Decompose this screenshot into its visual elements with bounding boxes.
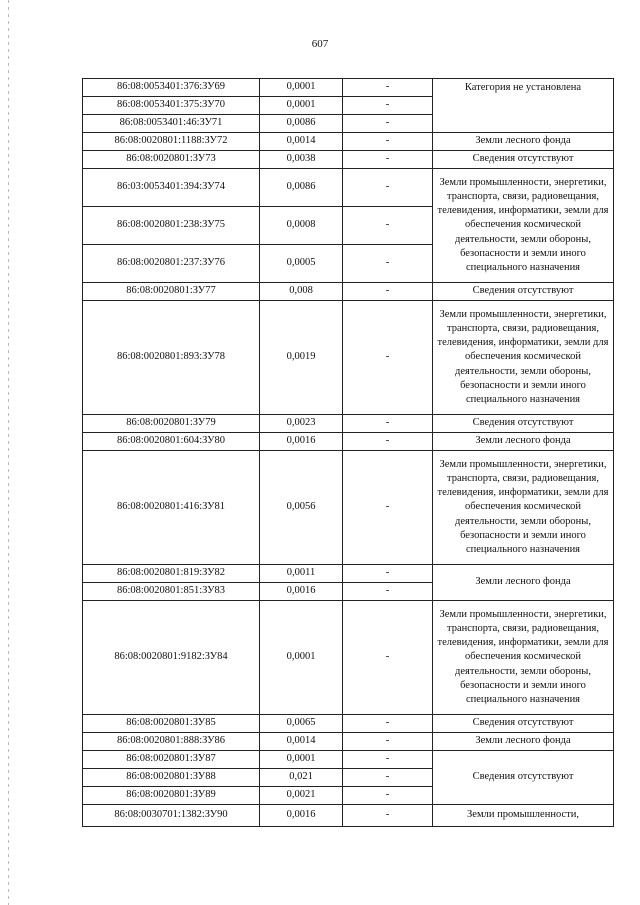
land-category-cell: Земли промышленности, энергетики, транспорта, связи, радиовещания, телевидения, информатики, земли для обеспечения космической деятельности, земли обороны, безопасности и земли иного специального назначения [433,601,614,715]
land-category-cell: Земли промышленности, энергетики, транспорта, связи, радиовещания, телевидения, информатики, земли для обеспечения космической деятельности, земли обороны, безопасности и земли иного специального назначения [433,169,614,283]
area-cell: 0,0014 [260,733,343,751]
area-cell: 0,0001 [260,601,343,715]
cadastral-number-cell: 86:08:0020801:ЗУ85 [83,715,260,733]
area-cell: 0,0023 [260,415,343,433]
land-category-cell: Сведения отсутствуют [433,715,614,733]
cadastral-number-cell: 86:08:0020801:ЗУ88 [83,769,260,787]
note-cell: - [343,151,433,169]
cadastral-number-cell: 86:08:0020801:ЗУ89 [83,787,260,805]
note-cell: - [343,433,433,451]
land-category-cell: Земли лесного фонда [433,433,614,451]
table-row [83,151,614,169]
note-cell: - [343,769,433,787]
table-row [83,565,614,583]
note-cell: - [343,207,433,245]
area-cell: 0,0086 [260,169,343,207]
cadastral-number-cell: 86:03:0053401:394:ЗУ74 [83,169,260,207]
cadastral-number-cell: 86:08:0020801:888:ЗУ86 [83,733,260,751]
note-cell: - [343,79,433,97]
cadastral-number-cell: 86:08:0020801:1188:ЗУ72 [83,133,260,151]
note-cell: - [343,115,433,133]
note-cell: - [343,733,433,751]
note-cell: - [343,169,433,207]
cadastral-number-cell: 86:08:0020801:893:ЗУ78 [83,301,260,415]
land-category-cell: Категория не установлена [433,79,614,133]
area-cell: 0,0038 [260,151,343,169]
note-cell: - [343,565,433,583]
cadastral-number-cell: 86:08:0020801:819:ЗУ82 [83,565,260,583]
table-row [83,451,614,565]
table-row [83,715,614,733]
note-cell: - [343,283,433,301]
land-category-cell: Сведения отсутствуют [433,415,614,433]
note-cell: - [343,715,433,733]
area-cell: 0,0001 [260,97,343,115]
table-row [83,751,614,769]
land-category-cell: Земли лесного фонда [433,733,614,751]
area-cell: 0,0005 [260,245,343,283]
area-cell: 0,0019 [260,301,343,415]
cadastral-number-cell: 86:08:0020801:604:ЗУ80 [83,433,260,451]
note-cell: - [343,751,433,769]
area-cell: 0,0016 [260,433,343,451]
note-cell: - [343,787,433,805]
scan-edge-line [8,0,9,905]
land-category-cell: Земли промышленности, энергетики, транспорта, связи, радиовещания, телевидения, информатики, земли для обеспечения космической деятельности, земли обороны, безопасности и земли иного специального назначения [433,451,614,565]
note-cell: - [343,805,433,827]
cadastral-number-cell: 86:08:0020801:851:ЗУ83 [83,583,260,601]
note-cell: - [343,583,433,601]
table-row [83,805,614,827]
area-cell: 0,0008 [260,207,343,245]
area-cell: 0,021 [260,769,343,787]
cadastral-number-cell: 86:08:0020801:237:ЗУ76 [83,245,260,283]
cadastral-number-cell: 86:08:0020801:ЗУ73 [83,151,260,169]
note-cell: - [343,97,433,115]
table-row [83,79,614,97]
cadastral-number-cell: 86:08:0020801:ЗУ87 [83,751,260,769]
cadastral-number-cell: 86:08:0020801:ЗУ77 [83,283,260,301]
note-cell: - [343,451,433,565]
note-cell: - [343,415,433,433]
cadastral-number-cell: 86:08:0053401:376:ЗУ69 [83,79,260,97]
cadastral-number-cell: 86:08:0020801:9182:ЗУ84 [83,601,260,715]
cadastral-number-cell: 86:08:0053401:375:ЗУ70 [83,97,260,115]
area-cell: 0,008 [260,283,343,301]
land-category-cell: Земли промышленности, [433,805,614,827]
table-row [83,133,614,151]
note-cell: - [343,245,433,283]
table-row [83,601,614,715]
table-row [83,433,614,451]
table-row [83,169,614,207]
table-row [83,415,614,433]
area-cell: 0,0086 [260,115,343,133]
table-row [83,301,614,415]
page-number: 607 [311,38,329,50]
note-cell: - [343,301,433,415]
area-cell: 0,0016 [260,583,343,601]
cadastral-number-cell: 86:08:0020801:238:ЗУ75 [83,207,260,245]
table-body [83,79,614,827]
land-category-cell: Сведения отсутствуют [433,751,614,805]
cadastral-number-cell: 86:08:0020801:ЗУ79 [83,415,260,433]
land-category-cell: Земли лесного фонда [433,133,614,151]
area-cell: 0,0001 [260,751,343,769]
note-cell: - [343,601,433,715]
cadastral-number-cell: 86:08:0030701:1382:ЗУ90 [83,805,260,827]
land-category-cell: Земли промышленности, энергетики, транспорта, связи, радиовещания, телевидения, информатики, земли для обеспечения космической деятельности, земли обороны, безопасности и земли иного специального назначения [433,301,614,415]
land-category-cell: Сведения отсутствуют [433,151,614,169]
cadastral-number-cell: 86:08:0020801:416:ЗУ81 [83,451,260,565]
area-cell: 0,0065 [260,715,343,733]
land-plots-table [82,78,614,827]
land-category-cell: Сведения отсутствуют [433,283,614,301]
area-cell: 0,0021 [260,787,343,805]
area-cell: 0,0001 [260,79,343,97]
land-category-cell: Земли лесного фонда [433,565,614,601]
table-row [83,283,614,301]
table-row [83,733,614,751]
area-cell: 0,0056 [260,451,343,565]
area-cell: 0,0011 [260,565,343,583]
area-cell: 0,0014 [260,133,343,151]
cadastral-number-cell: 86:08:0053401:46:ЗУ71 [83,115,260,133]
note-cell: - [343,133,433,151]
area-cell: 0,0016 [260,805,343,827]
